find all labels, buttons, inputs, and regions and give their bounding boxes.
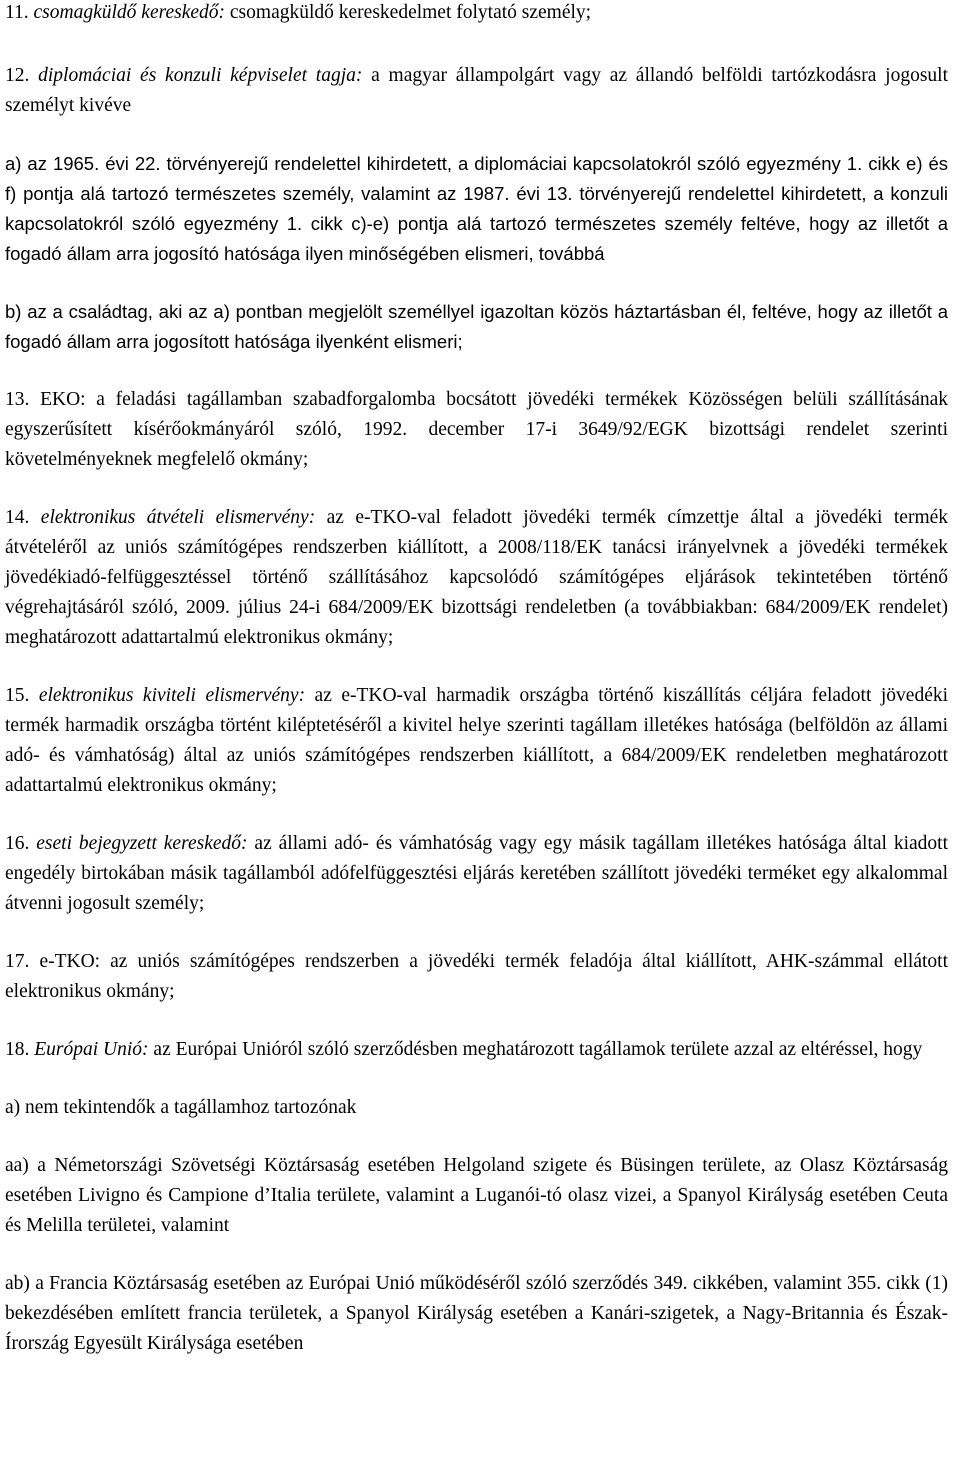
item-18-subpoint-aa: aa) a Németországi Szövetségi Köztársaság esetében Helgoland szigete és Büsingen területe, az Olasz Köztársaság esetében Livigno és Campione d’Italia területe, valamint a Luganói-tó olasz vizei, a Spanyol Királyság esetében Ceuta és Melilla területei, valamint: [5, 1155, 948, 1236]
item-16-number: 16.: [5, 833, 30, 854]
item-15-text: az e-TKO-val harmadik országba történő kiszállítás céljára feladott jövedéki termék harmadik országba történt kiléptetéséről a kivitel helye szerinti tagállam illetékes hatósága (belföldön az állami adó- és vámhatóság) által az uniós számítógépes rendszerben kiállított, a 684/2009/EK rendeletben meghatározott adattartalmú elektronikus okmány;: [5, 685, 949, 796]
item-14-number: 14.: [5, 507, 30, 528]
item-11-number: 11.: [5, 2, 29, 23]
item-18: [5, 1035, 948, 1065]
item-14-text: az e-TKO-val feladott jövedéki termék címzettje által a jövedéki termék átvételéről az uniós számítógépes rendszerben kiállított, a 2008/118/EK tanácsi irányelvnek a jövedéki termékek jövedékiadó-felfüggesztéssel történő szállításához kapcsolódó számítógépes eljárások tekintetében történő végrehajtásáról szóló, 2009. július 24-i 684/2009/EK bizottsági rendeletben (a továbbiakban: 684/2009/EK rendelet) meghatározott adattartalmú elektronikus okmány;: [5, 507, 949, 648]
item-16-term: eseti bejegyzett kereskedő:: [36, 833, 248, 854]
item-12-text: a magyar állampolgárt vagy az állandó belföldi tartózkodásra jogosult személyt kivéve: [5, 65, 949, 116]
item-18-subpoint-a: a) nem tekintendők a tagállamhoz tartozónak: [5, 1097, 357, 1118]
item-18-number: 18.: [5, 1039, 30, 1060]
item-12-subpoint-a: a) az 1965. évi 22. törvényerejű rendelettel kihirdetett, a diplomáciai kapcsolatokról szóló egyezmény 1. cikk e) és f) pontja alá tartozó természetes személy, valamint az 1987. évi 13. törvényerejű rendelettel kihirdetett, a konzuli kapcsolatokról szóló egyezmény 1. cikk c)-e) pontja alá tartozó természetes személy feltéve, hogy az illetőt a fogadó állam arra jogosító hatósága ilyen minőségében elismeri, továbbá: [5, 153, 948, 264]
item-11: [5, 0, 948, 28]
item-12-subpoint-b: b) az a családtag, aki az a) pontban megjelölt személlyel igazoltan közös háztartásban él, feltéve, hogy az illetőt a fogadó állam arra jogosított hatósága ilyenként elismeri;: [5, 301, 948, 352]
item-13: [5, 385, 948, 475]
item-17-text: e-TKO: az uniós számítógépes rendszerben a jövedéki termék feladója által kiállított, AHK-számmal ellátott elektronikus okmány;: [5, 951, 948, 1002]
item-12-term: diplomáciai és konzuli képviselet tagja:: [38, 65, 363, 86]
item-17-number: 17.: [5, 951, 30, 972]
item-11-term: csomagküldő kereskedő:: [33, 2, 226, 23]
item-18-term: Európai Unió:: [34, 1039, 149, 1060]
item-18-subpoint-ab: ab) a Francia Köztársaság esetében az Európai Unió működéséről szóló szerződés 349. cikkében, valamint 355. cikk (1) bekezdésében említett francia területek, a Spanyol Királyság esetében a Kanári-szigetek, a Nagy-Britannia és Észak-Írország Egyesült Királysága esetében: [5, 1273, 948, 1354]
item-15: [5, 681, 948, 801]
item-14: [5, 503, 948, 653]
item-16-text: az állami adó- és vámhatóság vagy egy másik tagállam illetékes hatósága által kiadott engedély birtokában másik tagállamból adófelfüggesztési eljárás keretében szállított jövedéki terméket egy alkalommal átvenni jogosult személy;: [5, 833, 949, 914]
item-15-number: 15.: [5, 685, 30, 706]
item-15-term: elektronikus kiviteli elismervény:: [38, 685, 306, 706]
item-11-text: csomagküldő kereskedelmet folytató személy;: [229, 2, 592, 23]
item-12: [5, 61, 948, 121]
item-18-text: az Európai Unióról szóló szerződésben meghatározott tagállamok területe azzal az eltéréssel, hogy: [153, 1039, 923, 1060]
item-16: [5, 829, 948, 919]
item-13-number: 13.: [5, 389, 30, 410]
item-12-number: 12.: [5, 65, 30, 86]
item-14-term: elektronikus átvételi elismervény:: [40, 507, 316, 528]
item-13-text: EKO: a feladási tagállamban szabadforgalomba bocsátott jövedéki termékek Közösségen belüli szállításának egyszerűsített kísérőokmányáról szóló, 1992. december 17-i 3649/92/EGK bizottsági rendelet szerinti követelményeknek megfelelő okmány;: [5, 389, 949, 470]
item-17: [5, 947, 948, 1007]
